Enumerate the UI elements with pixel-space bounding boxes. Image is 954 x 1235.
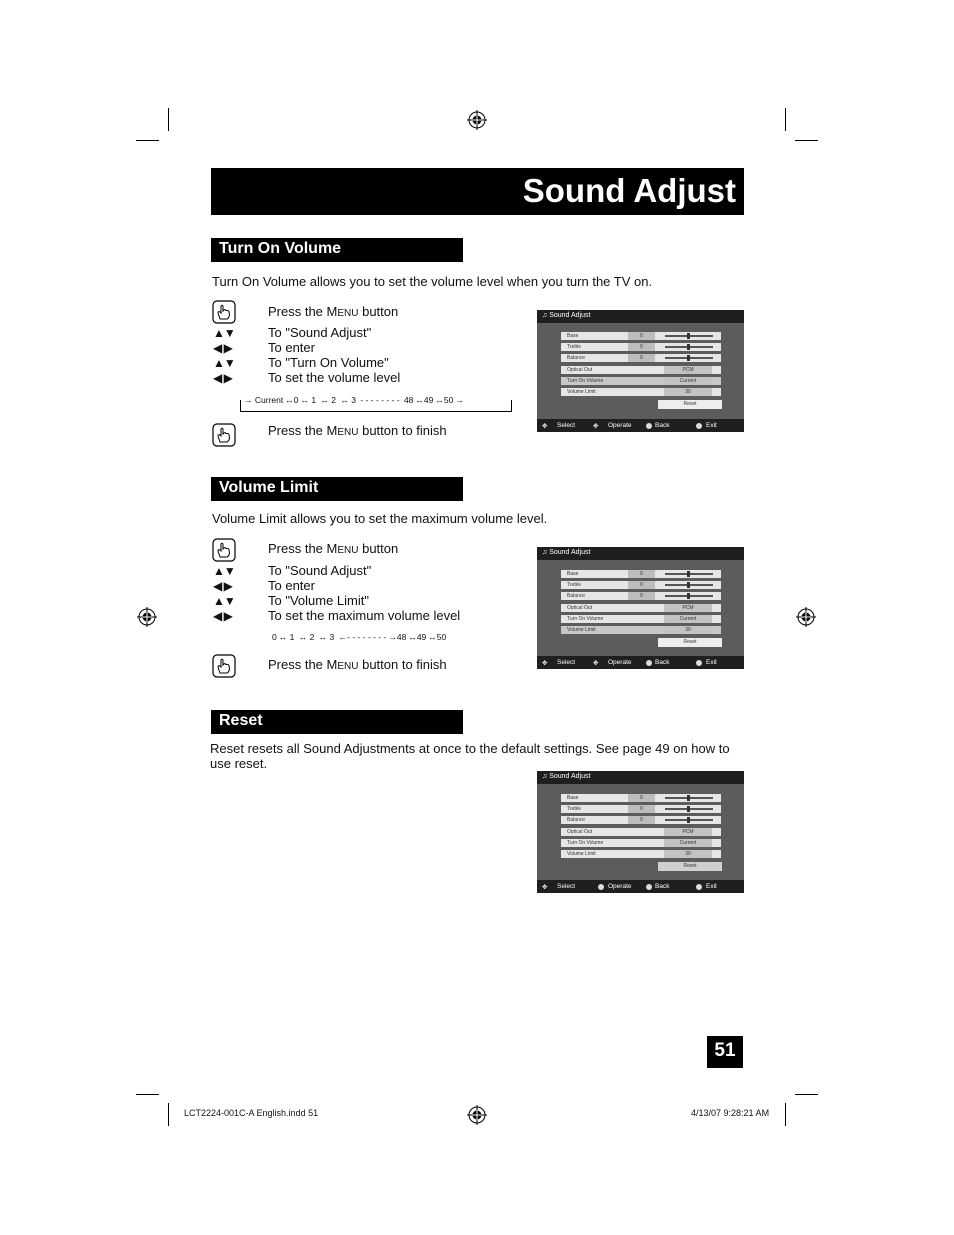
tv-menu-screen [537,771,744,893]
crop-mark [136,1094,159,1095]
tv-menu-footer: ✥ Select ✥ Operate Back Exit [537,419,744,432]
menu-button-icon [696,884,702,890]
tv-row-optical-out: Optical Out PCM [561,828,721,836]
section-heading-turn-on-volume: Turn On Volume [211,238,463,262]
tv-row-treble: Treble 0 [561,343,721,351]
tv-row-treble: Treble 0 [561,581,721,589]
left-right-arrow-icon: ◀ ▶ [213,609,232,623]
step-to-enter: To enter [268,340,315,355]
crop-mark [795,140,818,141]
tv-reset-button: Reset [658,862,722,871]
footer-date: 4/13/07 9:28:21 AM [691,1108,770,1118]
step-press-menu: Press the MENU button [268,541,399,556]
crop-mark [136,140,159,141]
section-heading-volume-limit: Volume Limit [211,477,463,501]
tv-row-turn-on-volume: Turn On Volume Current [561,839,721,847]
registration-mark-icon [796,607,816,627]
registration-mark-icon [467,1105,487,1125]
volume-scale: → Current ↔0 ↔ 1 ↔ 2 ↔ 3 - - - - - - - - 48 ↔49 ↔50 → [244,395,464,405]
ok-button-icon [598,884,604,890]
step-set-max-volume: To set the maximum volume level [268,608,461,623]
section-description: Reset resets all Sound Adjustments at once to the default settings. See page 49 on how to use reset. [210,741,730,771]
section-heading-reset: Reset [211,710,463,734]
page-title-bar [211,168,744,215]
crop-mark [795,1094,818,1095]
crop-mark [168,1103,169,1126]
step-set-volume: To set the volume level [268,370,401,385]
step-to-sound-adjust: To "Sound Adjust" [268,325,372,340]
tv-row-base: Base 0 [561,332,721,340]
crop-mark [168,108,169,131]
menu-button-icon [696,660,702,666]
step-to-volume-limit: To "Volume Limit" [268,593,369,608]
left-right-arrow-icon: ◀ ▶ [213,579,232,593]
tv-row-turn-on-volume: Turn On Volume Current [561,615,721,623]
tv-menu-header: ♫ Sound Adjust [537,547,744,560]
tv-reset-button: Reset [658,400,722,409]
tv-menu-header: ♫ Sound Adjust [537,310,744,323]
tv-row-base: Base 0 [561,794,721,802]
crop-mark [785,1103,786,1126]
section-description: Volume Limit allows you to set the maximum volume level. [212,511,548,526]
step-press-menu: Press the MENU button [268,304,399,319]
left-right-arrow-icon: ◀ ▶ [213,341,232,355]
section-description: Turn On Volume allows you to set the volume level when you turn the TV on. [212,274,653,289]
tv-row-balance: Balance 0 [561,592,721,600]
tv-row-balance: Balance 0 [561,816,721,824]
up-down-arrow-icon: ▲▼ [213,356,235,370]
cross-arrows-icon: ✥ [542,660,548,667]
tv-row-volume-limit: Volume Limit 30 [561,850,721,858]
tv-row-treble: Treble 0 [561,805,721,813]
tv-menu-screen [537,310,744,432]
up-down-arrow-icon: ▲▼ [213,564,235,578]
tv-row-optical-out: Optical Out PCM [561,604,721,612]
cross-arrows-icon: ✥ [593,423,599,430]
hand-press-icon [212,423,236,447]
cross-arrows-icon: ✥ [593,660,599,667]
back-button-icon [646,884,652,890]
tv-row-turn-on-volume: Turn On Volume Current [561,377,721,385]
volume-limit-scale: 0 ↔ 1 ↔ 2 ↔ 3 ←- - - - - - - - →48 ↔49 ↔50 [272,632,447,642]
registration-mark-icon [467,110,487,130]
step-press-menu-finish: Press the MENU button to finish [268,657,447,672]
cross-arrows-icon: ✥ [542,884,548,891]
tv-row-base: Base 0 [561,570,721,578]
menu-button-icon [696,423,702,429]
tv-row-volume-limit: Volume Limit 30 [561,626,721,634]
footer-file-name: LCT2224-001C-A English.indd 51 [184,1108,319,1118]
tv-menu-footer: ✥ Select ✥ Operate Back Exit [537,656,744,669]
left-right-arrow-icon: ◀ ▶ [213,371,232,385]
tv-row-balance: Balance 0 [561,354,721,362]
tv-row-volume-limit: Volume Limit 30 [561,388,721,396]
back-button-icon [646,660,652,666]
up-down-arrow-icon: ▲▼ [213,326,235,340]
registration-mark-icon [137,607,157,627]
cross-arrows-icon: ✥ [542,423,548,430]
up-down-arrow-icon: ▲▼ [213,594,235,608]
crop-mark [785,108,786,131]
page-title: Sound Adjust [522,172,736,209]
tv-menu-screen [537,547,744,669]
step-to-enter: To enter [268,578,315,593]
tv-row-optical-out: Optical Out PCM [561,366,721,374]
step-press-menu-finish: Press the MENU button to finish [268,423,447,438]
step-to-turn-on-volume: To "Turn On Volume" [268,355,389,370]
hand-press-icon [212,538,236,562]
hand-press-icon [212,654,236,678]
tv-menu-footer: ✥ Select Operate Back Exit [537,880,744,893]
page-number: 51 [707,1036,743,1068]
tv-menu-header: ♫ Sound Adjust [537,771,744,784]
tv-reset-button: Reset [658,638,722,647]
step-to-sound-adjust: To "Sound Adjust" [268,563,372,578]
hand-press-icon [212,300,236,324]
back-button-icon [646,423,652,429]
